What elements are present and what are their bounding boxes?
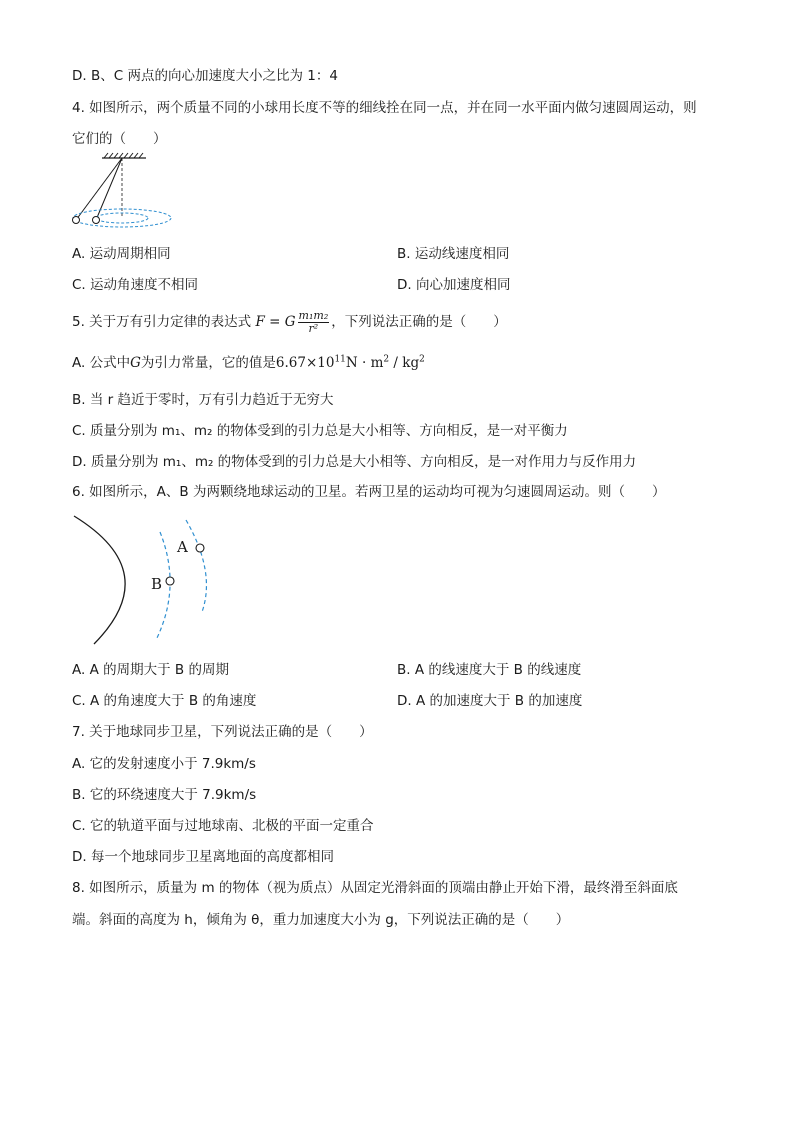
q7-option-c: C. 它的轨道平面与过地球南、北极的平面一定重合 xyxy=(72,818,374,834)
q8-stem-line2: 端。斜面的高度为 h，倾角为 θ，重力加速度大小为 g，下列说法正确的是（ ） xyxy=(72,912,570,928)
q3-option-d: D. B、C 两点的向心加速度大小之比为 1：4 xyxy=(72,68,338,84)
q5-option-a xyxy=(72,354,425,372)
q5-option-a-exp: 11 xyxy=(334,354,346,365)
q7-option-d: D. 每一个地球同步卫星离地面的高度都相同 xyxy=(72,849,334,865)
q5-option-a-unit-tail-exp: 2 xyxy=(419,354,425,365)
q7-option-b: B. 它的环绕速度大于 7.9km/s xyxy=(72,787,257,803)
q4-stem-line2: 它们的（ ） xyxy=(72,131,167,147)
q5-option-a-g: G xyxy=(130,355,141,371)
q5-formula-denominator: r² xyxy=(308,321,319,335)
q4-option-c: C. 运动角速度不相同 xyxy=(72,277,199,293)
q5-formula-numerator: m₁m₂ xyxy=(298,308,329,322)
q6-option-d: D. A 的加速度大于 B 的加速度 xyxy=(397,693,583,709)
q5-option-a-mid: 为引力常量，它的值是 xyxy=(140,355,276,371)
q5-stem-prefix: 5. 关于万有引力定律的表达式 xyxy=(72,314,252,330)
q5-option-b: B. 当 r 趋近于零时，万有引力趋近于无穷大 xyxy=(72,392,334,408)
q5-option-a-unit: N · m xyxy=(345,355,384,371)
q5-stem xyxy=(72,309,507,335)
q5-formula-f: F xyxy=(255,314,265,330)
q5-option-a-unit-tail: / kg xyxy=(389,355,420,371)
q5-stem-suffix: ，下列说法正确的是（ ） xyxy=(331,314,507,330)
q5-option-a-value: 6.67×10 xyxy=(275,355,335,371)
q6-option-c: C. A 的角速度大于 B 的角速度 xyxy=(72,693,257,709)
q5-option-d: D. 质量分别为 m₁、m₂ 的物体受到的引力总是大小相等、方向相反，是一对作用力与反作用力 xyxy=(72,454,637,470)
q7-stem: 7. 关于地球同步卫星，下列说法正确的是（ ） xyxy=(72,724,373,740)
q6-satellite-figure xyxy=(70,512,220,648)
q6-option-a: A. A 的周期大于 B 的周期 xyxy=(72,662,229,678)
q5-option-a-prefix: A. 公式中 xyxy=(72,355,131,371)
q4-stem-line1: 4. 如图所示，两个质量不同的小球用长度不等的细线拴在同一点，并在同一水平面内做匀速圆周运动，则 xyxy=(72,100,697,116)
q6-label-a: A xyxy=(177,538,188,556)
q5-option-c: C. 质量分别为 m₁、m₂ 的物体受到的引力总是大小相等、方向相反，是一对平衡力 xyxy=(72,423,568,439)
q5-option-a-unit-exp: 2 xyxy=(383,354,390,365)
q8-stem-line1: 8. 如图所示，质量为 m 的物体（视为质点）从固定光滑斜面的顶端由静止开始下滑，最终滑至斜面底 xyxy=(72,880,678,896)
q4-option-d: D. 向心加速度相同 xyxy=(397,277,511,293)
q4-pendulum-figure xyxy=(66,152,178,230)
q5-formula-g: G xyxy=(284,314,296,330)
q6-stem: 6. 如图所示，A、B 为两颗绕地球运动的卫星。若两卫星的运动均可视为匀速圆周运动。则（ ） xyxy=(72,484,666,500)
q5-formula-eq: = xyxy=(269,314,281,330)
q5-formula-fraction xyxy=(298,310,330,335)
q6-option-b: B. A 的线速度大于 B 的线速度 xyxy=(397,662,582,678)
q4-option-b: B. 运动线速度相同 xyxy=(397,246,510,262)
q6-label-b: B xyxy=(151,575,163,593)
q7-option-a: A. 它的发射速度小于 7.9km/s xyxy=(72,756,256,772)
q4-option-a: A. 运动周期相同 xyxy=(72,246,171,262)
